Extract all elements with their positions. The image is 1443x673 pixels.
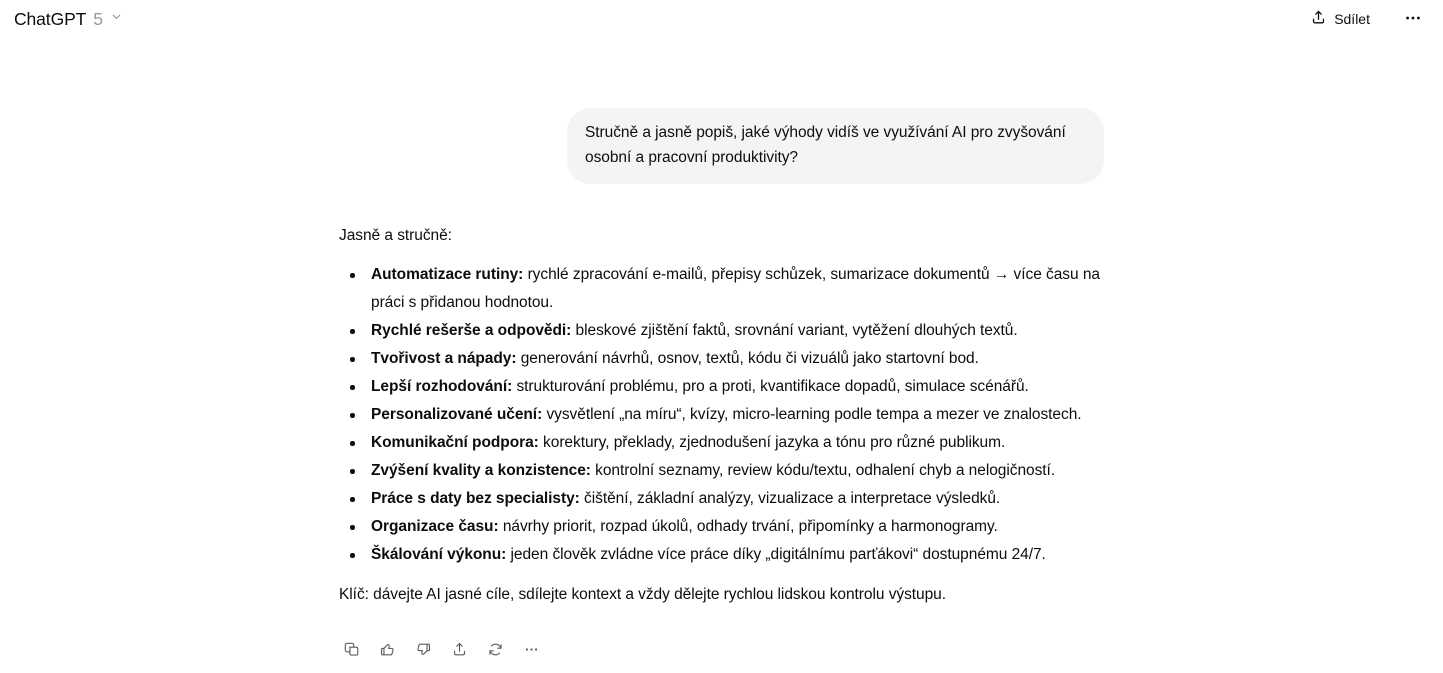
list-item [339, 401, 1109, 429]
list-item-title: Tvořivost a nápady: [371, 350, 517, 367]
list-item [339, 373, 1109, 401]
thumbs-up-icon [379, 641, 396, 661]
list-item-text: kontrolní seznamy, review kódu/textu, odhalení chyb a nelogičností. [590, 462, 1056, 479]
share-button[interactable] [1301, 3, 1379, 35]
list-item [339, 513, 1109, 541]
thumbs-up-button[interactable] [373, 636, 402, 665]
ellipsis-horizontal-icon [523, 641, 540, 661]
user-message-bubble: Stručně a jasně popiš, jaké výhody vidíš ve využívání AI pro zvyšování osobní a pracovní produktivity? [567, 108, 1104, 184]
list-item-text: rychlé zpracování e-mailů, přepisy schůzek, sumarizace dokumentů → více času na práci s přidanou hodnotou. [371, 266, 1100, 311]
top-bar [0, 0, 1443, 38]
model-version: 5 [93, 8, 103, 29]
benefits-list [339, 261, 1109, 569]
copy-button[interactable] [337, 636, 366, 665]
brand-name: ChatGPT [14, 8, 87, 29]
list-item-text: strukturování problému, pro a proti, kvantifikace dopadů, simulace scénářů. [512, 378, 1029, 395]
list-item [339, 485, 1109, 513]
message-more-button[interactable] [517, 636, 546, 665]
list-item-text: korektury, překlady, zjednodušení jazyka a tónu pro různé publikum. [538, 434, 1006, 451]
list-item-text: návrhy priorit, rozpad úkolů, odhady trvání, připomínky a harmonogramy. [498, 518, 998, 535]
top-bar-actions [1301, 3, 1429, 35]
list-item-text: vysvětlení „na míru“, kvízy, micro-learning podle tempa a mezer ve znalostech. [542, 406, 1082, 423]
copy-icon [343, 641, 360, 661]
list-item-title: Rychlé rešerše a odpovědi: [371, 322, 572, 339]
share-upload-icon [1310, 9, 1327, 29]
list-item [339, 541, 1109, 569]
list-item [339, 429, 1109, 457]
list-item-title: Práce s daty bez specialisty: [371, 490, 580, 507]
list-item-text: bleskové zjištění faktů, srovnání variant, vytěžení dlouhých textů. [571, 322, 1018, 339]
list-item [339, 317, 1109, 345]
message-actions-toolbar [337, 636, 546, 665]
list-item [339, 345, 1109, 373]
list-item [339, 457, 1109, 485]
list-item-title: Personalizované učení: [371, 406, 543, 423]
share-button-label: Sdílet [1334, 11, 1370, 27]
user-message-row [0, 108, 1443, 184]
regenerate-icon [487, 641, 504, 661]
assistant-message [339, 222, 1109, 609]
more-options-button[interactable] [1397, 4, 1429, 35]
share-upload-icon [451, 641, 468, 661]
regenerate-button[interactable] [481, 636, 510, 665]
list-item-title: Škálování výkonu: [371, 546, 507, 563]
list-item-text: generování návrhů, osnov, textů, kódu či vizuálů jako startovní bod. [516, 350, 979, 367]
list-item-title: Automatizace rutiny: [371, 266, 524, 283]
ellipsis-horizontal-icon [1403, 8, 1423, 31]
conversation-thread [0, 38, 1443, 673]
list-item-title: Komunikační podpora: [371, 434, 539, 451]
list-item-title: Zvýšení kvality a konzistence: [371, 462, 591, 479]
assistant-intro: Jasně a stručně: [339, 227, 452, 244]
list-item [339, 261, 1109, 317]
list-item-text: čištění, základní analýzy, vizualizace a interpretace výsledků. [579, 490, 1001, 507]
thumbs-down-icon [415, 641, 432, 661]
assistant-outro: Klíč: dávejte AI jasné cíle, sdílejte kontext a vždy dělejte rychlou lidskou kontrolu výstupu. [339, 586, 947, 603]
thumbs-down-button[interactable] [409, 636, 438, 665]
list-item-title: Lepší rozhodování: [371, 378, 513, 395]
chevron-down-icon [110, 10, 123, 28]
share-message-button[interactable] [445, 636, 474, 665]
list-item-title: Organizace času: [371, 518, 499, 535]
list-item-text: jeden člověk zvládne více práce díky „digitálnímu parťákovi“ dostupnému 24/7. [506, 546, 1046, 563]
model-switcher[interactable] [12, 5, 129, 34]
